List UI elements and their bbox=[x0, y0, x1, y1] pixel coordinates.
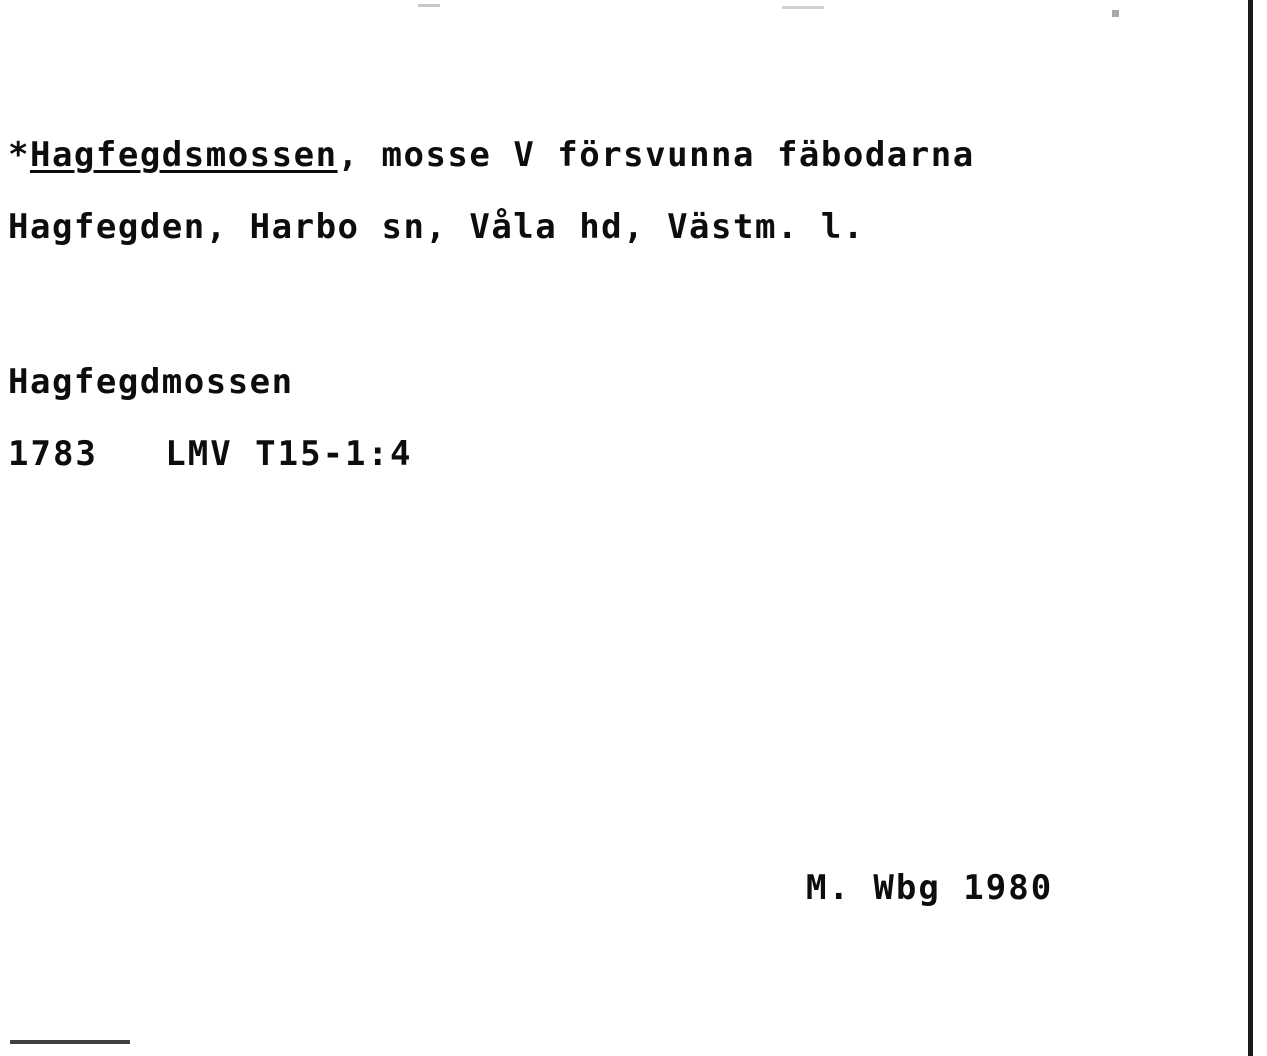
signature-line: M. Wbg 1980 bbox=[806, 868, 1054, 908]
source-reference: 1783 LMV T15-1:4 bbox=[8, 434, 413, 474]
headword-line bbox=[8, 135, 975, 175]
headword-name: Hagfegdsmossen bbox=[29, 135, 338, 175]
headword-location-line: Hagfegden, Harbo sn, Våla hd, Västm. l. bbox=[8, 207, 865, 247]
attested-form: Hagfegdmossen bbox=[8, 362, 294, 402]
headword-asterisk: * bbox=[8, 135, 30, 175]
headword-description: , mosse V försvunna fäbodarna bbox=[337, 135, 975, 175]
